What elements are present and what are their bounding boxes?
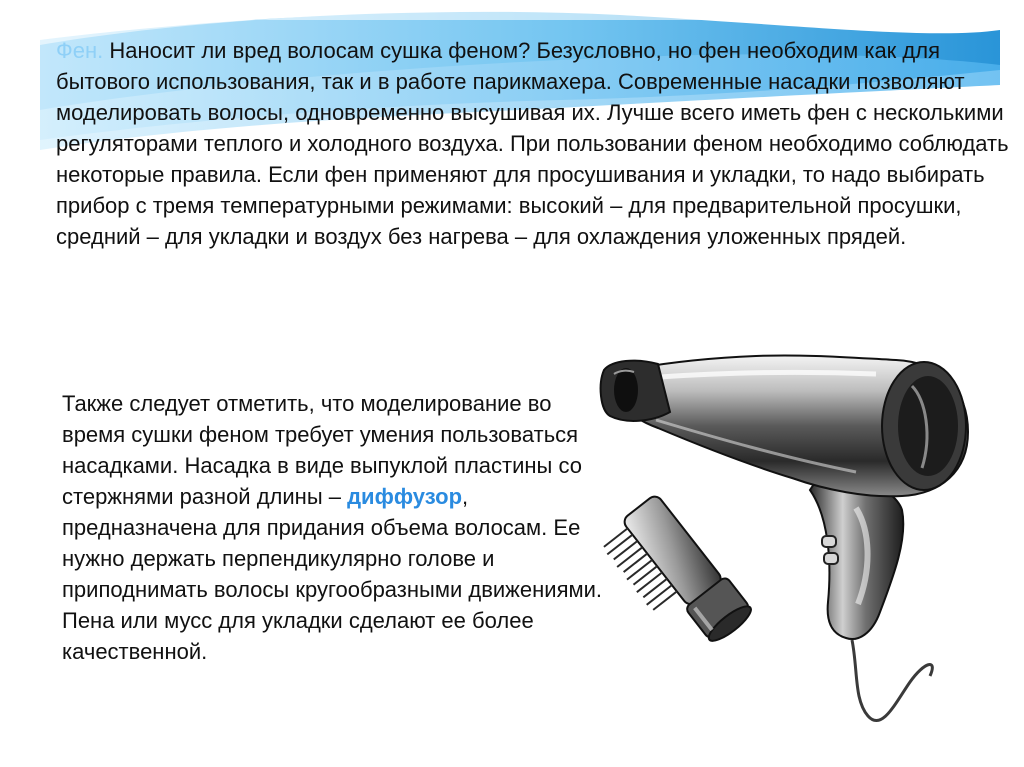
dryer-cord: [852, 640, 932, 721]
lead-term: Фен.: [56, 38, 104, 63]
intro-paragraph: [56, 35, 1016, 252]
diffuser-paragraph-text-start: Также следует отметить, что моделирование во время сушки феном требует умения пользоваться насадками. Насадка в виде выпуклой пластины со стержнями разной длины –: [62, 391, 582, 509]
dryer-switch-2: [824, 553, 838, 564]
diffuser-attachment: [596, 491, 755, 663]
diffuser-term: диффузор: [347, 484, 463, 509]
diffuser-paragraph: [62, 388, 602, 667]
dryer-switch-1: [822, 536, 836, 547]
intro-paragraph-text: Наносит ли вред волосам сушка феном? Безусловно, но фен необходим как для бытового использования, так и в работе парикмахера. Современные насадки позволяют моделировать волосы, одновременно высушивая их. Лучше всего иметь фен с несколькими регуляторами теплого и холодного воздуха. При пользовании феном необходимо соблюдать некоторые правила. Если фен применяют для просушивания и укладки, то надо выбирать прибор с тремя температурными режимами: высокий – для предварительной просушки, средний – для укладки и воздух без нагрева – для охлаждения уложенных прядей.: [56, 38, 1009, 249]
diffuser-paragraph-text-end: , предназначена для придания объема волосам. Ее нужно держать перпендикулярно голове и приподнимать волосы кругообразными движениями. Пена или мусс для укладки сделают ее более качественной.: [62, 484, 603, 664]
hair-dryer-with-diffuser-icon: [596, 340, 991, 740]
